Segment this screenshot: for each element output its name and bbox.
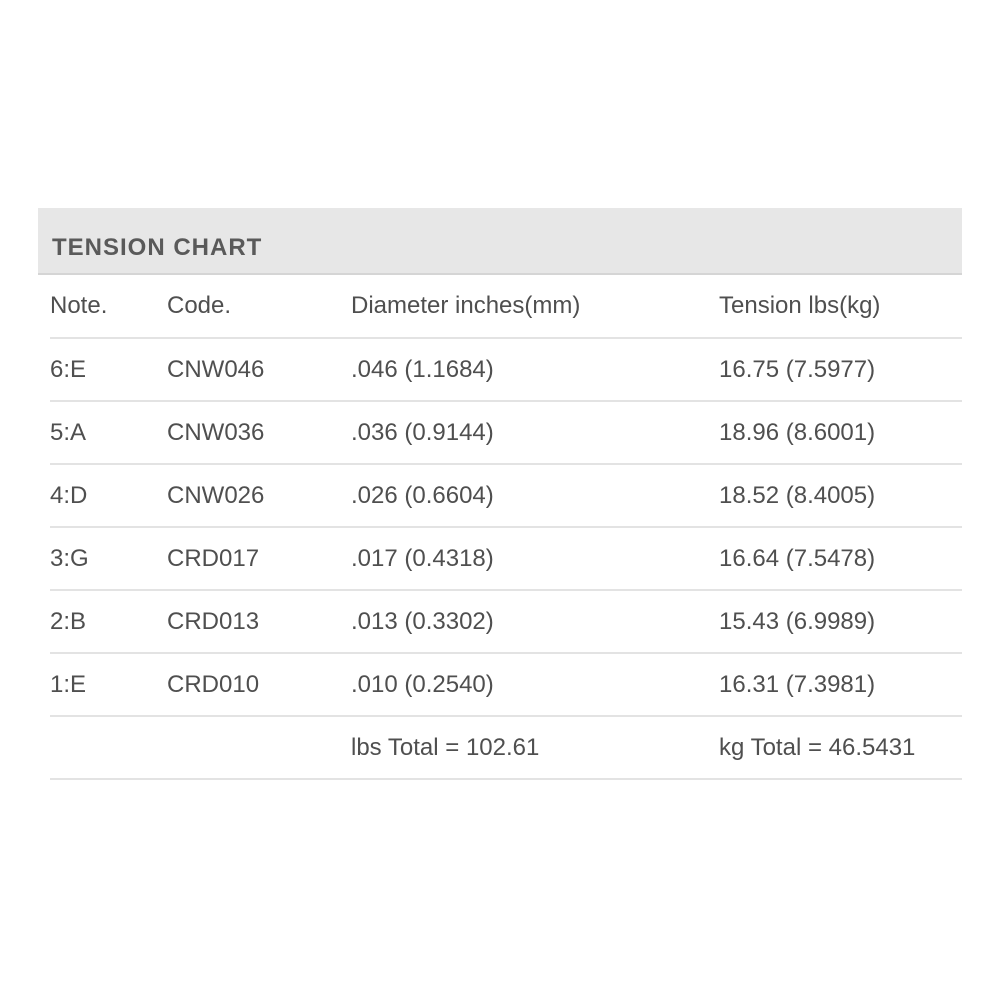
column-header-diameter: Diameter inches(mm) xyxy=(351,275,719,338)
code-cell: CNW046 xyxy=(167,338,351,401)
table-row xyxy=(50,653,962,716)
tension-cell: 16.31 (7.3981) xyxy=(719,653,962,716)
code-cell: CNW036 xyxy=(167,401,351,464)
table-row xyxy=(50,590,962,653)
tension-cell: 16.75 (7.5977) xyxy=(719,338,962,401)
table-row xyxy=(50,401,962,464)
tension-cell: 16.64 (7.5478) xyxy=(719,527,962,590)
empty-cell xyxy=(50,716,167,779)
tension-table xyxy=(50,275,962,780)
lbs-total: lbs Total = 102.61 xyxy=(351,716,719,779)
tension-chart xyxy=(38,208,962,780)
code-cell: CRD017 xyxy=(167,527,351,590)
diameter-cell: .013 (0.3302) xyxy=(351,590,719,653)
code-cell: CNW026 xyxy=(167,464,351,527)
note-cell: 4:D xyxy=(50,464,167,527)
code-cell: CRD013 xyxy=(167,590,351,653)
tension-cell: 18.96 (8.6001) xyxy=(719,401,962,464)
table-row xyxy=(50,338,962,401)
diameter-cell: .017 (0.4318) xyxy=(351,527,719,590)
table-row xyxy=(50,464,962,527)
tension-cell: 18.52 (8.4005) xyxy=(719,464,962,527)
code-cell: CRD010 xyxy=(167,653,351,716)
column-header-note: Note. xyxy=(50,275,167,338)
diameter-cell: .046 (1.1684) xyxy=(351,338,719,401)
table-row xyxy=(50,527,962,590)
totals-row xyxy=(50,716,962,779)
tension-cell: 15.43 (6.9989) xyxy=(719,590,962,653)
diameter-cell: .036 (0.9144) xyxy=(351,401,719,464)
note-cell: 1:E xyxy=(50,653,167,716)
column-header-tension: Tension lbs(kg) xyxy=(719,275,962,338)
kg-total: kg Total = 46.5431 xyxy=(719,716,962,779)
chart-title: TENSION CHART xyxy=(52,233,263,261)
chart-header xyxy=(38,208,962,275)
diameter-cell: .026 (0.6604) xyxy=(351,464,719,527)
note-cell: 6:E xyxy=(50,338,167,401)
note-cell: 5:A xyxy=(50,401,167,464)
table-header-row xyxy=(50,275,962,338)
column-header-code: Code. xyxy=(167,275,351,338)
note-cell: 3:G xyxy=(50,527,167,590)
diameter-cell: .010 (0.2540) xyxy=(351,653,719,716)
empty-cell xyxy=(167,716,351,779)
note-cell: 2:B xyxy=(50,590,167,653)
